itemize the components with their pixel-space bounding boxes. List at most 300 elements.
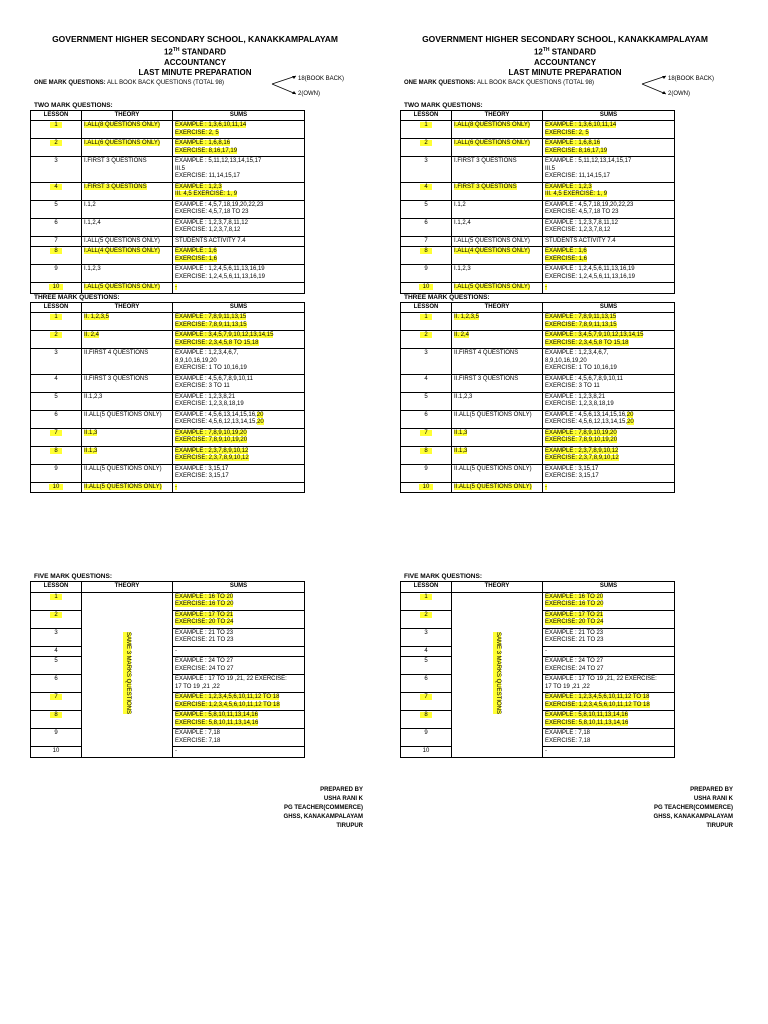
sums-cell [173, 428, 305, 446]
table-row [31, 331, 305, 349]
sums-text: EXAMPLE : 1,2,4,5,6,11,13,16,19 [175, 266, 265, 273]
sums-text: EXAMPLE : 17 TO 19 ,21, 22 EXERCISE: [175, 676, 287, 683]
sums-line [545, 612, 672, 620]
sums-text: EXAMPLE : 7,8,9,10,19,20 [545, 429, 617, 436]
lesson-number: 3 [54, 350, 58, 357]
column-header: THEORY [82, 302, 173, 313]
theory-text: I.FIRST 3 QUESTIONS [84, 158, 147, 165]
theory-cell [452, 428, 543, 446]
sums-line [545, 358, 672, 366]
sums-text: EXERCISE: 20 TO 24 [545, 619, 604, 626]
sums-cell [543, 182, 675, 200]
sums-text: EXERCISE: 21 TO 23 [175, 637, 234, 644]
lesson-cell [401, 482, 452, 493]
sums-line [175, 256, 302, 264]
sums-text: EXAMPLE : 5,11,12,13,14,15,17 [545, 158, 632, 165]
theory-cell [82, 182, 173, 200]
lesson-number: 5 [424, 393, 428, 400]
table-row [31, 121, 305, 139]
subject: ACCOUNTANCY [533, 57, 597, 67]
lesson-cell [31, 349, 82, 375]
five-mark-title: FIVE MARK QUESTIONS: [34, 573, 113, 581]
table-row [31, 236, 305, 247]
theory-cell [452, 410, 543, 428]
sums-text: EXERCISE: 1,6 [175, 255, 218, 262]
table-header-row [401, 582, 675, 593]
lesson-number: 9 [54, 730, 58, 737]
sums-line [545, 484, 672, 492]
lesson-number: 4 [54, 375, 58, 382]
sums-line [545, 419, 672, 427]
table-row [31, 482, 305, 493]
column-header: THEORY [452, 110, 543, 121]
lesson-number: 4 [424, 647, 428, 654]
lesson-cell [401, 675, 452, 693]
subject: ACCOUNTANCY [163, 57, 227, 67]
sums-line [175, 484, 302, 492]
sums-cell [173, 157, 305, 183]
sums-text: 17 TO 19 ,21 ,22 [175, 683, 220, 690]
theory-cell [82, 392, 173, 410]
header [400, 34, 730, 79]
lesson-number: 2 [50, 140, 61, 146]
lesson-cell [31, 157, 82, 183]
column-header: THEORY [82, 110, 173, 121]
sums-text: EXAMPLE : 2,3,7,8,9,10,12 [545, 447, 619, 454]
sums-line [545, 455, 672, 463]
sums-line [545, 365, 672, 373]
theory-cell [452, 236, 543, 247]
sums-text: - [175, 483, 177, 490]
lesson-number: 8 [50, 712, 61, 718]
school-name: GOVERNMENT HIGHER SECONDARY SCHOOL, KANAKKAMPALAYAM [422, 34, 708, 44]
lesson-cell [31, 182, 82, 200]
sums-line [175, 394, 302, 402]
sums-text: EXERCISE: 5,8,10,11,13,14,16 [545, 719, 629, 726]
sums-line [175, 694, 302, 702]
sums-text: EXERCISE: 3,15,17 [545, 473, 599, 480]
sums-cell [173, 628, 305, 646]
sums-line [175, 376, 302, 384]
sums-cell [173, 610, 305, 628]
lesson-cell [401, 313, 452, 331]
sums-cell [543, 374, 675, 392]
sums-line [545, 148, 672, 156]
column-header: SUMS [543, 582, 675, 593]
theory-cell [82, 446, 173, 464]
lesson-cell [31, 331, 82, 349]
sums-line [545, 202, 672, 210]
theory-text: I.FIRST 3 QUESTIONS [454, 158, 517, 165]
lesson-number: 10 [419, 484, 434, 490]
doc-title: LAST MINUTE PREPARATION [508, 68, 622, 78]
sums-cell [173, 283, 305, 294]
sums-cell [173, 729, 305, 747]
theory-text: II.1,3 [454, 429, 468, 436]
theory-cell [452, 464, 543, 482]
arrow-icon [640, 74, 670, 104]
lesson-number: 7 [54, 237, 58, 244]
column-header: LESSON [31, 110, 82, 121]
lesson-number: 10 [52, 748, 60, 755]
table-row [401, 592, 675, 610]
lesson-number: 6 [54, 676, 58, 683]
table-row [401, 410, 675, 428]
sums-line [175, 202, 302, 210]
sums-line [545, 227, 672, 235]
table-row [401, 265, 675, 283]
sums-text: EXERCISE: 4,5,6,12,13,14,15, [545, 419, 628, 426]
lesson-number: 3 [54, 158, 58, 165]
lesson-cell [401, 349, 452, 375]
lesson-cell [31, 693, 82, 711]
sums-text: EXERCISE: 2,3,7,8,9,10,12 [175, 455, 249, 462]
lesson-cell [401, 657, 452, 675]
lesson-cell [31, 265, 82, 283]
sums-text: EXERCISE: 11,14,15,17 [545, 173, 610, 180]
lesson-number: 6 [54, 411, 58, 418]
theory-merged-cell [82, 592, 173, 757]
sums-line [545, 601, 672, 609]
table-row [401, 121, 675, 139]
sums-line [545, 166, 672, 174]
standard: 12TH STANDARD [163, 46, 227, 57]
sums-text: EXERCISE: 3,15,17 [175, 473, 229, 480]
lesson-number: 5 [424, 201, 428, 208]
sums-line [545, 248, 672, 256]
theory-text: II.FIRST 4 QUESTIONS [84, 350, 149, 357]
lesson-cell [31, 592, 82, 610]
table-row [401, 392, 675, 410]
lesson-cell [401, 410, 452, 428]
sums-line [175, 173, 302, 181]
sums-cell [173, 446, 305, 464]
lesson-cell [31, 482, 82, 493]
table-row [401, 247, 675, 265]
sums-line [545, 401, 672, 409]
sums-text: EXAMPLE : 7,8,9,11,13,15 [175, 314, 247, 321]
theory-cell [82, 265, 173, 283]
five-mark-table [400, 581, 675, 758]
sums-line [175, 455, 302, 463]
sums-text: EXERCISE: 7,8,9,10,19,20 [175, 437, 248, 444]
lesson-cell [31, 657, 82, 675]
sums-line [545, 130, 672, 138]
sums-text: EXERCISE: 5,8,10,11,13,14,16 [175, 719, 259, 726]
sums-text: EXERCISE: 1 TO 10,16,19 [175, 365, 247, 372]
table-row [31, 410, 305, 428]
lesson-number: 7 [424, 237, 428, 244]
sums-text: EXERCISE: 4,5,7,18 TO 23 [545, 209, 619, 216]
sums-text: EXERCISE: 7,18 [545, 737, 591, 744]
lesson-number: 1 [420, 122, 431, 128]
sums-cell [173, 646, 305, 657]
sums-cell [173, 349, 305, 375]
sums-line [175, 365, 302, 373]
table-row [401, 139, 675, 157]
sums-text: EXERCISE: 1 TO 10,16,19 [545, 365, 617, 372]
three-mark-table [30, 302, 305, 494]
lesson-number: 8 [420, 448, 431, 454]
sums-cell [173, 139, 305, 157]
lesson-number: 4 [54, 647, 58, 654]
sums-text: EXAMPLE : 21 TO 23 [545, 629, 604, 636]
column-header: LESSON [401, 110, 452, 121]
sums-line [175, 383, 302, 391]
sums-cell [173, 200, 305, 218]
sums-text: EXERCISE: 20 TO 24 [175, 619, 234, 626]
sums-line [545, 658, 672, 666]
three-mark-title: THREE MARK QUESTIONS: [34, 293, 120, 301]
column-header: SUMS [543, 302, 675, 313]
sums-text: III.5 [545, 165, 556, 172]
sums-cell [173, 482, 305, 493]
lesson-number: 2 [420, 612, 431, 618]
lesson-cell [401, 464, 452, 482]
lesson-number: 7 [420, 430, 431, 436]
sums-text: EXERCISE: 1,2,3,8,18,19 [175, 401, 244, 408]
sums-line [175, 730, 302, 738]
lesson-cell [401, 236, 452, 247]
prepared-line: GHSS, KANAKAMPALAYAM [283, 813, 363, 820]
lesson-number: 5 [54, 201, 58, 208]
sums-cell [543, 628, 675, 646]
sums-line [175, 130, 302, 138]
theory-vertical-text: SAME 3 MARKS QUESTIONS [494, 631, 501, 714]
sums-cell [543, 729, 675, 747]
sums-text: EXAMPLE : 24 TO 27 [175, 658, 234, 665]
sums-text: III.5 [175, 165, 186, 172]
lesson-cell [401, 747, 452, 758]
lesson-number: 5 [54, 658, 58, 665]
sums-cell [173, 247, 305, 265]
three-mark-table [400, 302, 675, 494]
sums-line [545, 637, 672, 645]
sums-line [175, 594, 302, 602]
theory-cell [82, 331, 173, 349]
one-mark-option-own: 2(OWN) [668, 90, 690, 97]
theory-text: II. 2,4 [84, 332, 100, 339]
lesson-cell [401, 610, 452, 628]
table-row [401, 446, 675, 464]
sums-line [545, 140, 672, 148]
table-row [401, 313, 675, 331]
sums-cell [543, 349, 675, 375]
sums-text: EXERCISE: 1,2,3,7,8,12 [175, 227, 241, 234]
sums-text: EXAMPLE : 1,3,6,10,11,14 [545, 122, 617, 129]
sums-text: EXERCISE: 2,3,4,5,8 TO 15,18 [545, 339, 629, 346]
lesson-cell [401, 693, 452, 711]
sums-line [545, 448, 672, 456]
sums-line [545, 694, 672, 702]
lesson-cell [401, 729, 452, 747]
sums-cell [173, 464, 305, 482]
sums-cell [543, 139, 675, 157]
sums-text: EXERCISE: 2, 5 [175, 129, 219, 136]
theory-text: I.ALL(6 QUESTIONS ONLY) [84, 140, 160, 147]
lesson-number: 9 [424, 730, 428, 737]
sums-text: EXAMPLE : 1,6 [545, 248, 587, 255]
sums-cell [173, 265, 305, 283]
sums-line [545, 383, 672, 391]
table-header-row [401, 110, 675, 121]
column-header: SUMS [173, 110, 305, 121]
sums-line [545, 274, 672, 282]
sums-line [175, 122, 302, 130]
sums-line [175, 284, 302, 292]
prepared-line: TIRUPUR [336, 822, 363, 829]
sums-line [175, 184, 302, 192]
sums-cell [543, 247, 675, 265]
table-row [31, 464, 305, 482]
table-row [31, 247, 305, 265]
prepared-line: PG TEACHER(COMMERCE) [654, 804, 733, 811]
lesson-cell [401, 428, 452, 446]
lesson-cell [401, 121, 452, 139]
sums-cell [543, 646, 675, 657]
sums-line [545, 238, 672, 246]
column-header: LESSON [401, 582, 452, 593]
lesson-number: 3 [424, 629, 428, 636]
lesson-number: 1 [420, 594, 431, 600]
sums-line [175, 601, 302, 609]
theory-cell [82, 139, 173, 157]
sums-cell [543, 410, 675, 428]
sums-cell [173, 374, 305, 392]
lesson-number: 10 [419, 284, 434, 290]
sums-line [545, 322, 672, 330]
sums-text: EXERCISE: 7,8,9,11,13,15 [175, 321, 247, 328]
sums-line [175, 220, 302, 228]
sums-cell [543, 693, 675, 711]
sums-line [545, 630, 672, 638]
sums-text: STUDENTS ACTIVITY 7.4 [545, 237, 616, 244]
sums-text: EXERCISE: 1,2,3,8,18,19 [545, 401, 614, 408]
lesson-number: 7 [50, 430, 61, 436]
sums-line [545, 266, 672, 274]
lesson-number: 3 [424, 350, 428, 357]
sums-text: EXAMPLE : 5,8,10,11,13,14,16 [175, 712, 258, 719]
column-header: LESSON [31, 582, 82, 593]
theory-text: II.FIRST 3 QUESTIONS [84, 375, 149, 382]
table-header-row [401, 302, 675, 313]
two-mark-title: TWO MARK QUESTIONS: [34, 101, 113, 109]
sums-cell [543, 711, 675, 729]
sums-line [545, 594, 672, 602]
sums-cell [543, 236, 675, 247]
sums-cell [543, 657, 675, 675]
sums-text: EXAMPLE : 4,5,6,13,14,15,16, [175, 411, 257, 418]
lesson-cell [31, 610, 82, 628]
lesson-cell [401, 247, 452, 265]
lesson-number: 2 [420, 140, 431, 146]
sums-line [545, 473, 672, 481]
sums-text: EXAMPLE : 21 TO 23 [175, 629, 234, 636]
column-header: THEORY [452, 302, 543, 313]
sums-line [175, 140, 302, 148]
table-row [401, 236, 675, 247]
sums-cell [173, 218, 305, 236]
sums-text: EXAMPLE : 1,6 [175, 248, 217, 255]
lesson-number: 2 [50, 612, 61, 618]
lesson-number: 10 [49, 284, 64, 290]
table-row [401, 218, 675, 236]
table-row [401, 157, 675, 183]
lesson-cell [401, 265, 452, 283]
theory-text: II. 1,2,3,5 [84, 314, 110, 321]
lesson-cell [31, 428, 82, 446]
sums-text: - [175, 647, 177, 654]
theory-cell [82, 482, 173, 493]
theory-text: I.ALL(8 QUESTIONS ONLY) [454, 122, 530, 129]
sums-text: EXERCISE: 3 TO 11 [175, 383, 230, 390]
sums-text: EXAMPLE : 17 TO 21 [175, 611, 234, 618]
sums-line [545, 284, 672, 292]
sums-line [175, 437, 302, 445]
table-row [401, 349, 675, 375]
lesson-number: 8 [50, 448, 61, 454]
sums-cell [173, 331, 305, 349]
lesson-number: 4 [420, 184, 431, 190]
sums-cell [173, 182, 305, 200]
lesson-number: 1 [50, 122, 61, 128]
sums-line [545, 466, 672, 474]
sums-text: 17 TO 19 ,21 ,22 [545, 683, 590, 690]
sums-line [545, 350, 672, 358]
sums-line [175, 314, 302, 322]
theory-text: II.ALL(5 QUESTIONS ONLY) [84, 411, 162, 418]
sums-text: EXERCISE: 1,2,4,5,6,11,13,16,19 [545, 273, 635, 280]
sums-line [175, 191, 302, 199]
sums-text: EXAMPLE : 3,15,17 [175, 465, 229, 472]
table-row [31, 200, 305, 218]
sums-text: EXAMPLE : 1,2,3,8,21 [175, 393, 236, 400]
theory-cell [82, 283, 173, 294]
sums-line [545, 648, 672, 656]
theory-text: II.ALL(5 QUESTIONS ONLY) [454, 411, 532, 418]
lesson-cell [31, 410, 82, 428]
prepared-by [30, 786, 363, 831]
sums-line [175, 166, 302, 174]
lesson-cell [401, 628, 452, 646]
sums-cell [543, 313, 675, 331]
sums-text: EXERCISE: 1,6 [545, 255, 588, 262]
sums-text: - [175, 284, 177, 291]
theory-cell [452, 349, 543, 375]
theory-text: I.1,2,4 [84, 219, 101, 226]
sums-text: EXAMPLE : 1,2,3,4,5,6,10,11,12 TO 18 [175, 694, 280, 701]
sums-line [175, 630, 302, 638]
table-row [401, 464, 675, 482]
theory-text: II. 2,4 [454, 332, 470, 339]
sums-line [545, 437, 672, 445]
sums-cell [543, 428, 675, 446]
sums-line [175, 158, 302, 166]
sums-text: EXAMPLE : 7,18 [545, 730, 591, 737]
sums-line [175, 666, 302, 674]
header [30, 34, 360, 79]
sums-line [175, 412, 302, 420]
table-row [401, 182, 675, 200]
table-header-row [31, 582, 305, 593]
sums-text: EXERCISE: 24 TO 27 [545, 665, 604, 672]
sums-line [175, 648, 302, 656]
sums-text: EXERCISE: 21 TO 23 [545, 637, 604, 644]
sums-text: EXERCISE: 4,5,6,12,13,14,15, [175, 419, 258, 426]
sums-highlight: 20 [256, 411, 264, 418]
sums-text: EXAMPLE : 7,18 [175, 730, 221, 737]
two-mark-title: TWO MARK QUESTIONS: [404, 101, 483, 109]
